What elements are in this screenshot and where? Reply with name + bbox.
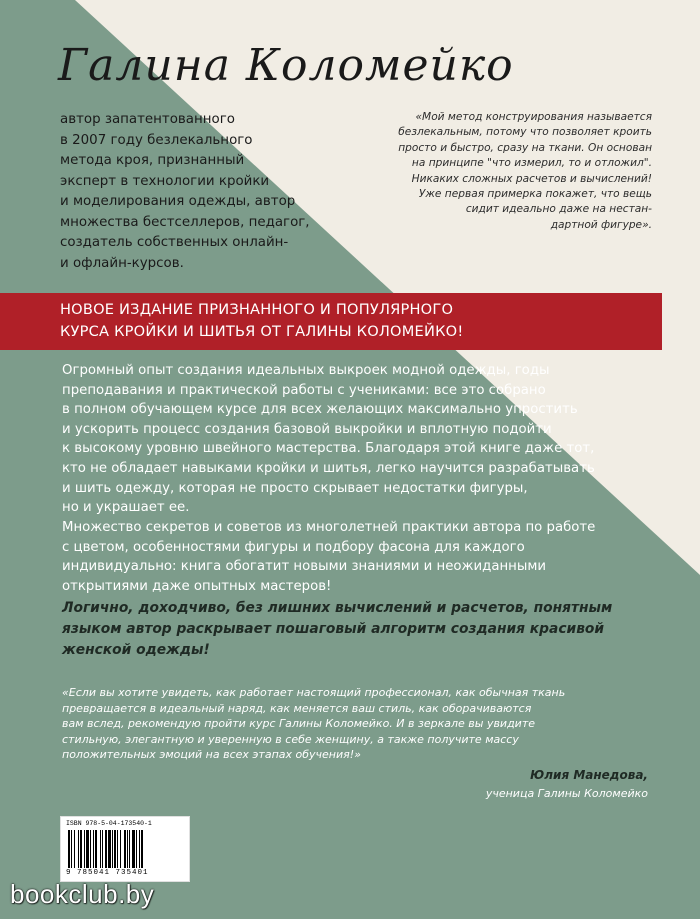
site-watermark: bookclub.by: [10, 879, 155, 909]
banner-line: КУРСА КРОЙКИ И ШИТЬЯ ОТ ГАЛИНЫ КОЛОМЕЙКО!: [60, 323, 464, 340]
paragraph-line: женской одежды!: [62, 642, 210, 658]
barcode-bar: [132, 830, 135, 868]
barcode-bar: [129, 830, 130, 868]
barcode-bar: [139, 830, 140, 868]
barcode-bar: [95, 830, 97, 868]
barcode-bar: [124, 830, 126, 868]
paragraph-line: кто не обладает навыками кройки и шитья, легко научится разрабатывать: [62, 460, 595, 476]
paragraph-line: Множество секретов и советов из многолетней практики автора по работе: [62, 520, 596, 535]
testimonial-line: вам вслед, рекомендую пройти курс Галины Коломейко. И в зеркале вы увидите: [62, 717, 536, 730]
quote-line: «Мой метод конструирования называется: [415, 111, 652, 123]
paragraph-line: и шить одежду, которая не просто скрывает недостатки фигуры,: [62, 480, 528, 496]
banner-line: НОВОЕ ИЗДАНИЕ ПРИЗНАННОГО И ПОПУЛЯРНОГО: [60, 301, 454, 318]
bio-line: метода кроя, признанный: [60, 153, 245, 168]
bio-line: автор запатентованного: [60, 112, 235, 127]
barcode-bar: [84, 830, 85, 868]
testimonial-line: «Если вы хотите увидеть, как работает настоящий профессионал, как обычная ткань: [62, 686, 566, 699]
paragraph-line: открытиями даже опытных мастеров!: [62, 578, 332, 594]
bio-line: эксперт в технологии кройки: [60, 173, 270, 189]
bio-line: в 2007 году безлекального: [60, 132, 253, 148]
bio-line: множества бестселлеров, педагог,: [60, 214, 310, 230]
barcode-bar: [127, 830, 128, 868]
author-quote: [262, 110, 652, 233]
barcode-bar: [90, 830, 91, 868]
paragraph-line: но и украшает ее.: [62, 500, 190, 516]
testimonial-line: стильную, элегантную и уверенную в себе женщину, а также получите массу: [62, 732, 519, 746]
barcode-bar: [117, 830, 118, 868]
bio-line: и моделирования одежды, автор: [60, 194, 296, 209]
paragraph-line: индивидуально: книга обогатит новыми знаниями и неожиданными: [62, 559, 547, 575]
barcode-bar: [74, 830, 75, 868]
isbn-text: ISBN 978-5-04-173540-1: [66, 820, 152, 827]
quote-line: Никаких сложных расчетов и вычислений!: [411, 172, 652, 185]
testimonial-line: превращается в идеальный наряд, как меняется ваш стиль, как оборачиваются: [62, 701, 532, 715]
barcode-bar: [80, 830, 82, 868]
paragraph-line: к высокому уровню швейного мастерства. Благодаря этой книге даже тот,: [62, 441, 595, 457]
author-name: Галина Коломейко: [58, 40, 514, 91]
barcode-bar: [93, 830, 94, 868]
paragraph-line: Логично, доходчиво, без лишних вычислений и расчетов, понятным: [62, 600, 613, 616]
barcode-bar: [102, 830, 103, 868]
quote-line: дартной фигуре».: [550, 218, 652, 231]
barcode-icon: [68, 830, 184, 868]
bio-line: и офлайн-курсов.: [60, 255, 184, 271]
barcode-digits: 9 785041 735401: [66, 869, 149, 877]
paragraph-line: в полном обучающем курсе для всех желающих максимально упростить: [62, 402, 578, 418]
barcode-bar: [68, 830, 70, 868]
reader-testimonial: [62, 685, 652, 763]
barcode-bar: [136, 830, 137, 868]
description-paragraph-1: [62, 361, 652, 518]
barcode-bar: [100, 830, 101, 868]
barcode-bar: [120, 830, 121, 868]
paragraph-line: и ускорить процесс создания базовой выкройки и вплотную подойти: [62, 421, 552, 437]
paragraph-line: с цветом, особенностями фигуры и подбору фасона для каждого: [62, 539, 525, 555]
bio-line: создатель собственных онлайн-: [60, 235, 289, 250]
quote-line: просто и быстро, сразу на ткани. Он основан: [398, 141, 652, 154]
barcode-bar: [114, 830, 116, 868]
quote-line: на принципе "что измерил, то и отложил".: [411, 157, 652, 170]
barcode-bar: [141, 830, 143, 868]
barcode-bar: [105, 830, 107, 868]
testimonial-author-role: ученица Галины Коломейко: [485, 787, 648, 800]
paragraph-line: Огромный опыт создания идеальных выкроек модной одежды, годы: [62, 363, 550, 378]
barcode-bar: [71, 830, 72, 868]
description-paragraph-3: [62, 598, 652, 661]
paragraph-line: языком автор раскрывает пошаговый алгоритм создания красивой: [62, 621, 605, 637]
paragraph-line: преподавания и практической работы с учениками: все это собрано: [62, 382, 546, 398]
testimonial-line: положительных эмоций на всех этапах обучения!»: [62, 748, 361, 761]
description-paragraph-2: [62, 518, 652, 596]
barcode-bar: [108, 830, 111, 868]
quote-line: Уже первая примерка покажет, что вещь: [418, 188, 652, 201]
barcode-bar: [78, 830, 79, 868]
barcode-bar: [112, 830, 113, 868]
barcode-bar: [86, 830, 89, 868]
quote-line: безлекальным, потому что позволяет кроить: [398, 126, 652, 139]
banner-headline: [60, 299, 660, 343]
testimonial-author: Юлия Манедова,: [530, 768, 648, 782]
quote-line: сидит идеально даже на нестан-: [465, 203, 652, 216]
